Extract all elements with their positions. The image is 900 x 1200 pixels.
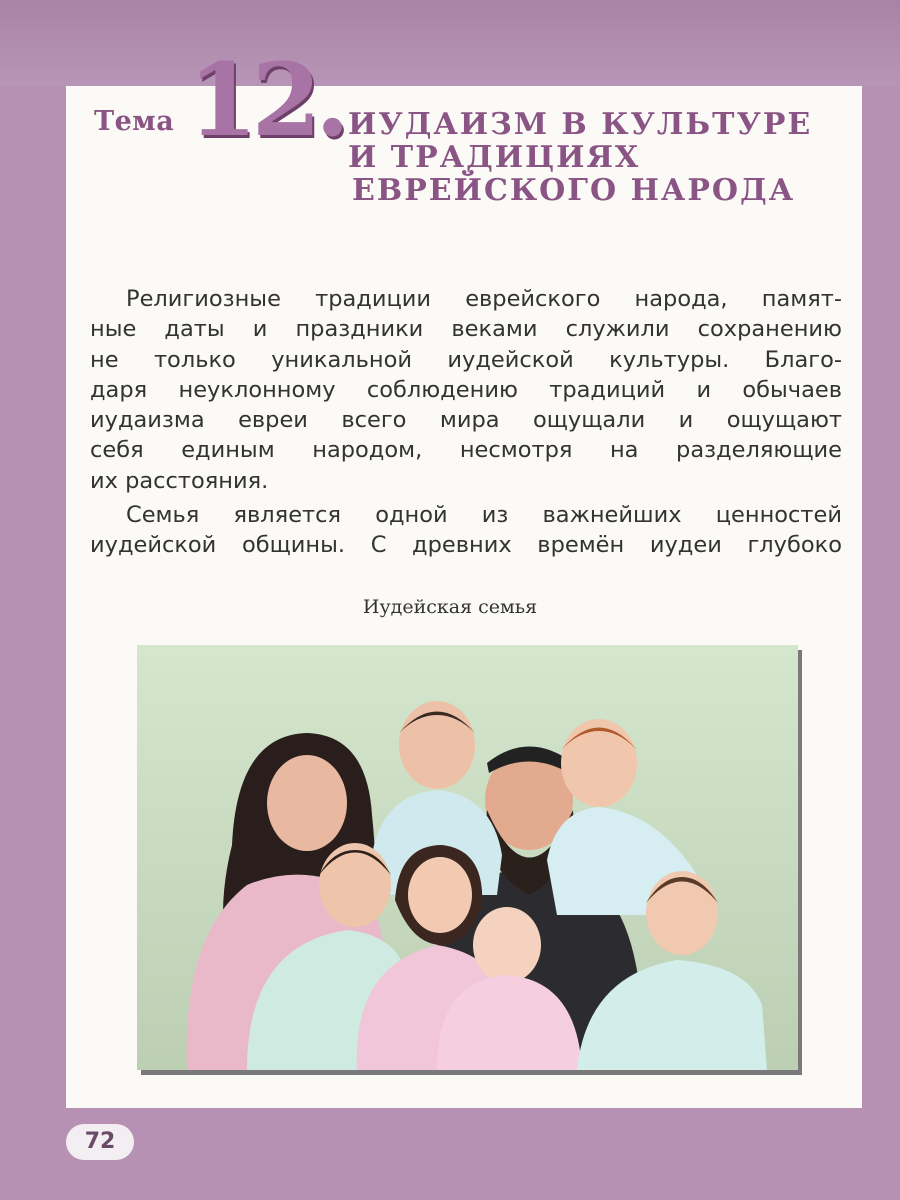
- topic-label: Тема: [94, 106, 175, 137]
- bottom-band: [0, 1108, 900, 1200]
- topic-number: 12.: [188, 41, 344, 159]
- page-title: [348, 108, 848, 207]
- text-line: иудаизма евреи всего мира ощущали и ощущают: [90, 407, 842, 434]
- text-line: себя единым народом, несмотря на разделяющие: [90, 437, 842, 464]
- text-line: Религиозные традиции еврейского народа, памят-: [126, 286, 842, 312]
- title-line: И ТРАДИЦИЯХ: [348, 140, 641, 175]
- page-number: 72: [66, 1124, 134, 1160]
- title-line: ЕВРЕЙСКОГО НАРОДА: [352, 173, 796, 208]
- top-band: [0, 0, 900, 86]
- text-line: даря неуклонному соблюдению традиций и обычаев: [90, 376, 842, 403]
- text-line: Семья является одной из важнейших ценностей: [126, 502, 842, 529]
- text-line: не только уникальной иудейской культуры. Благо-: [90, 346, 842, 373]
- family-photo: [137, 645, 798, 1070]
- figure-caption: Иудейская семья: [362, 596, 538, 618]
- text-line: их расстояния.: [90, 467, 269, 494]
- text-line: иудейской общины. С древних времён иудеи глубоко: [90, 532, 842, 559]
- text-line: ные даты и праздники веками служили сохранению: [90, 316, 842, 343]
- body-text: [90, 284, 842, 561]
- title-line: ИУДАИЗМ В КУЛЬТУРЕ: [348, 107, 813, 142]
- paragraph-2: [90, 500, 842, 561]
- paragraph-1: [90, 284, 842, 496]
